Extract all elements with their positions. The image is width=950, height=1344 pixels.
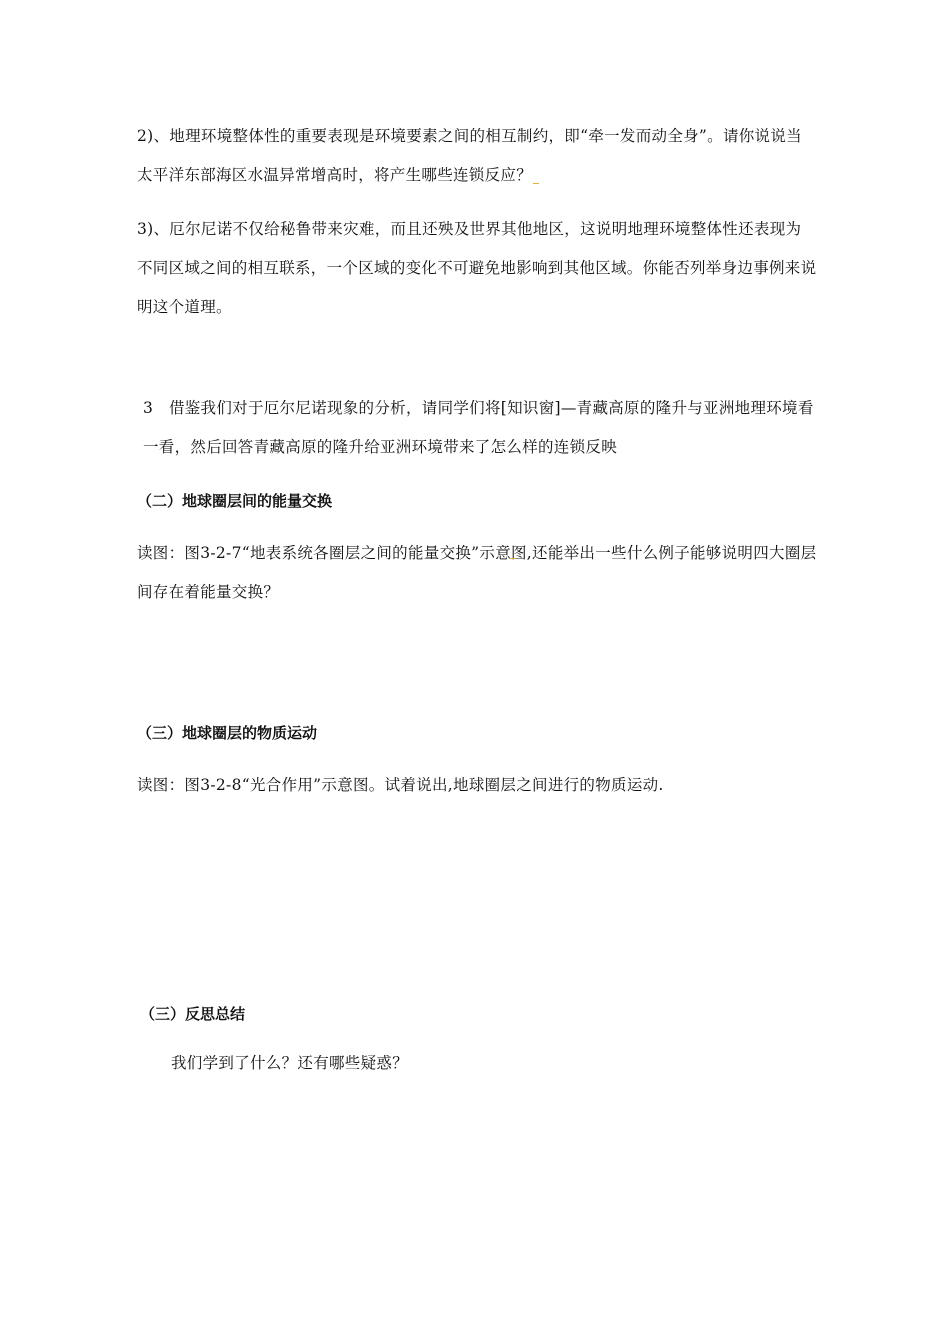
- item-3: 3 借鉴我们对于厄尔尼诺现象的分析，请同学们将[知识窗]—青藏高原的隆升与亚洲地理环境看一看，然后回答青藏高原的隆升给亚洲环境带来了怎么样的连锁反映: [143, 399, 814, 456]
- question-2: 2)、地理环境整体性的重要表现是环境要素之间的相互制约，即“牵一发而动全身”。请你说说当太平洋东部海区水温异常增高时，将产生哪些连锁反应？: [137, 127, 802, 184]
- section-4-text: 我们学到了什么？还有哪些疑惑？: [171, 1054, 409, 1072]
- section-4-title: （三）反思总结: [140, 1005, 246, 1023]
- question-3: 3)、厄尔尼诺不仅给秘鲁带来灾难，而且还殃及世界其他地区，这说明地理环境整体性还表现为不同区域之间的相互联系，一个区域的变化不可避免地影响到其他区域。你能否列举身边事例来说明这个道理。: [137, 220, 817, 316]
- section-3-text: 读图：图3-2-8“光合作用”示意图。试着说出,地球圈层之间进行的物质运动.: [137, 776, 664, 794]
- edit-mark: [510, 555, 516, 559]
- section-3-title: （三）地球圈层的物质运动: [137, 724, 318, 742]
- edit-mark: [533, 180, 539, 184]
- section-2-text: 读图：图3-2-7“地表系统各圈层之间的能量交换”示意图,还能举出一些什么例子能够说明四大圈层间存在着能量交换？: [137, 544, 817, 601]
- section-2-title: （二）地球圈层间的能量交换: [137, 492, 333, 510]
